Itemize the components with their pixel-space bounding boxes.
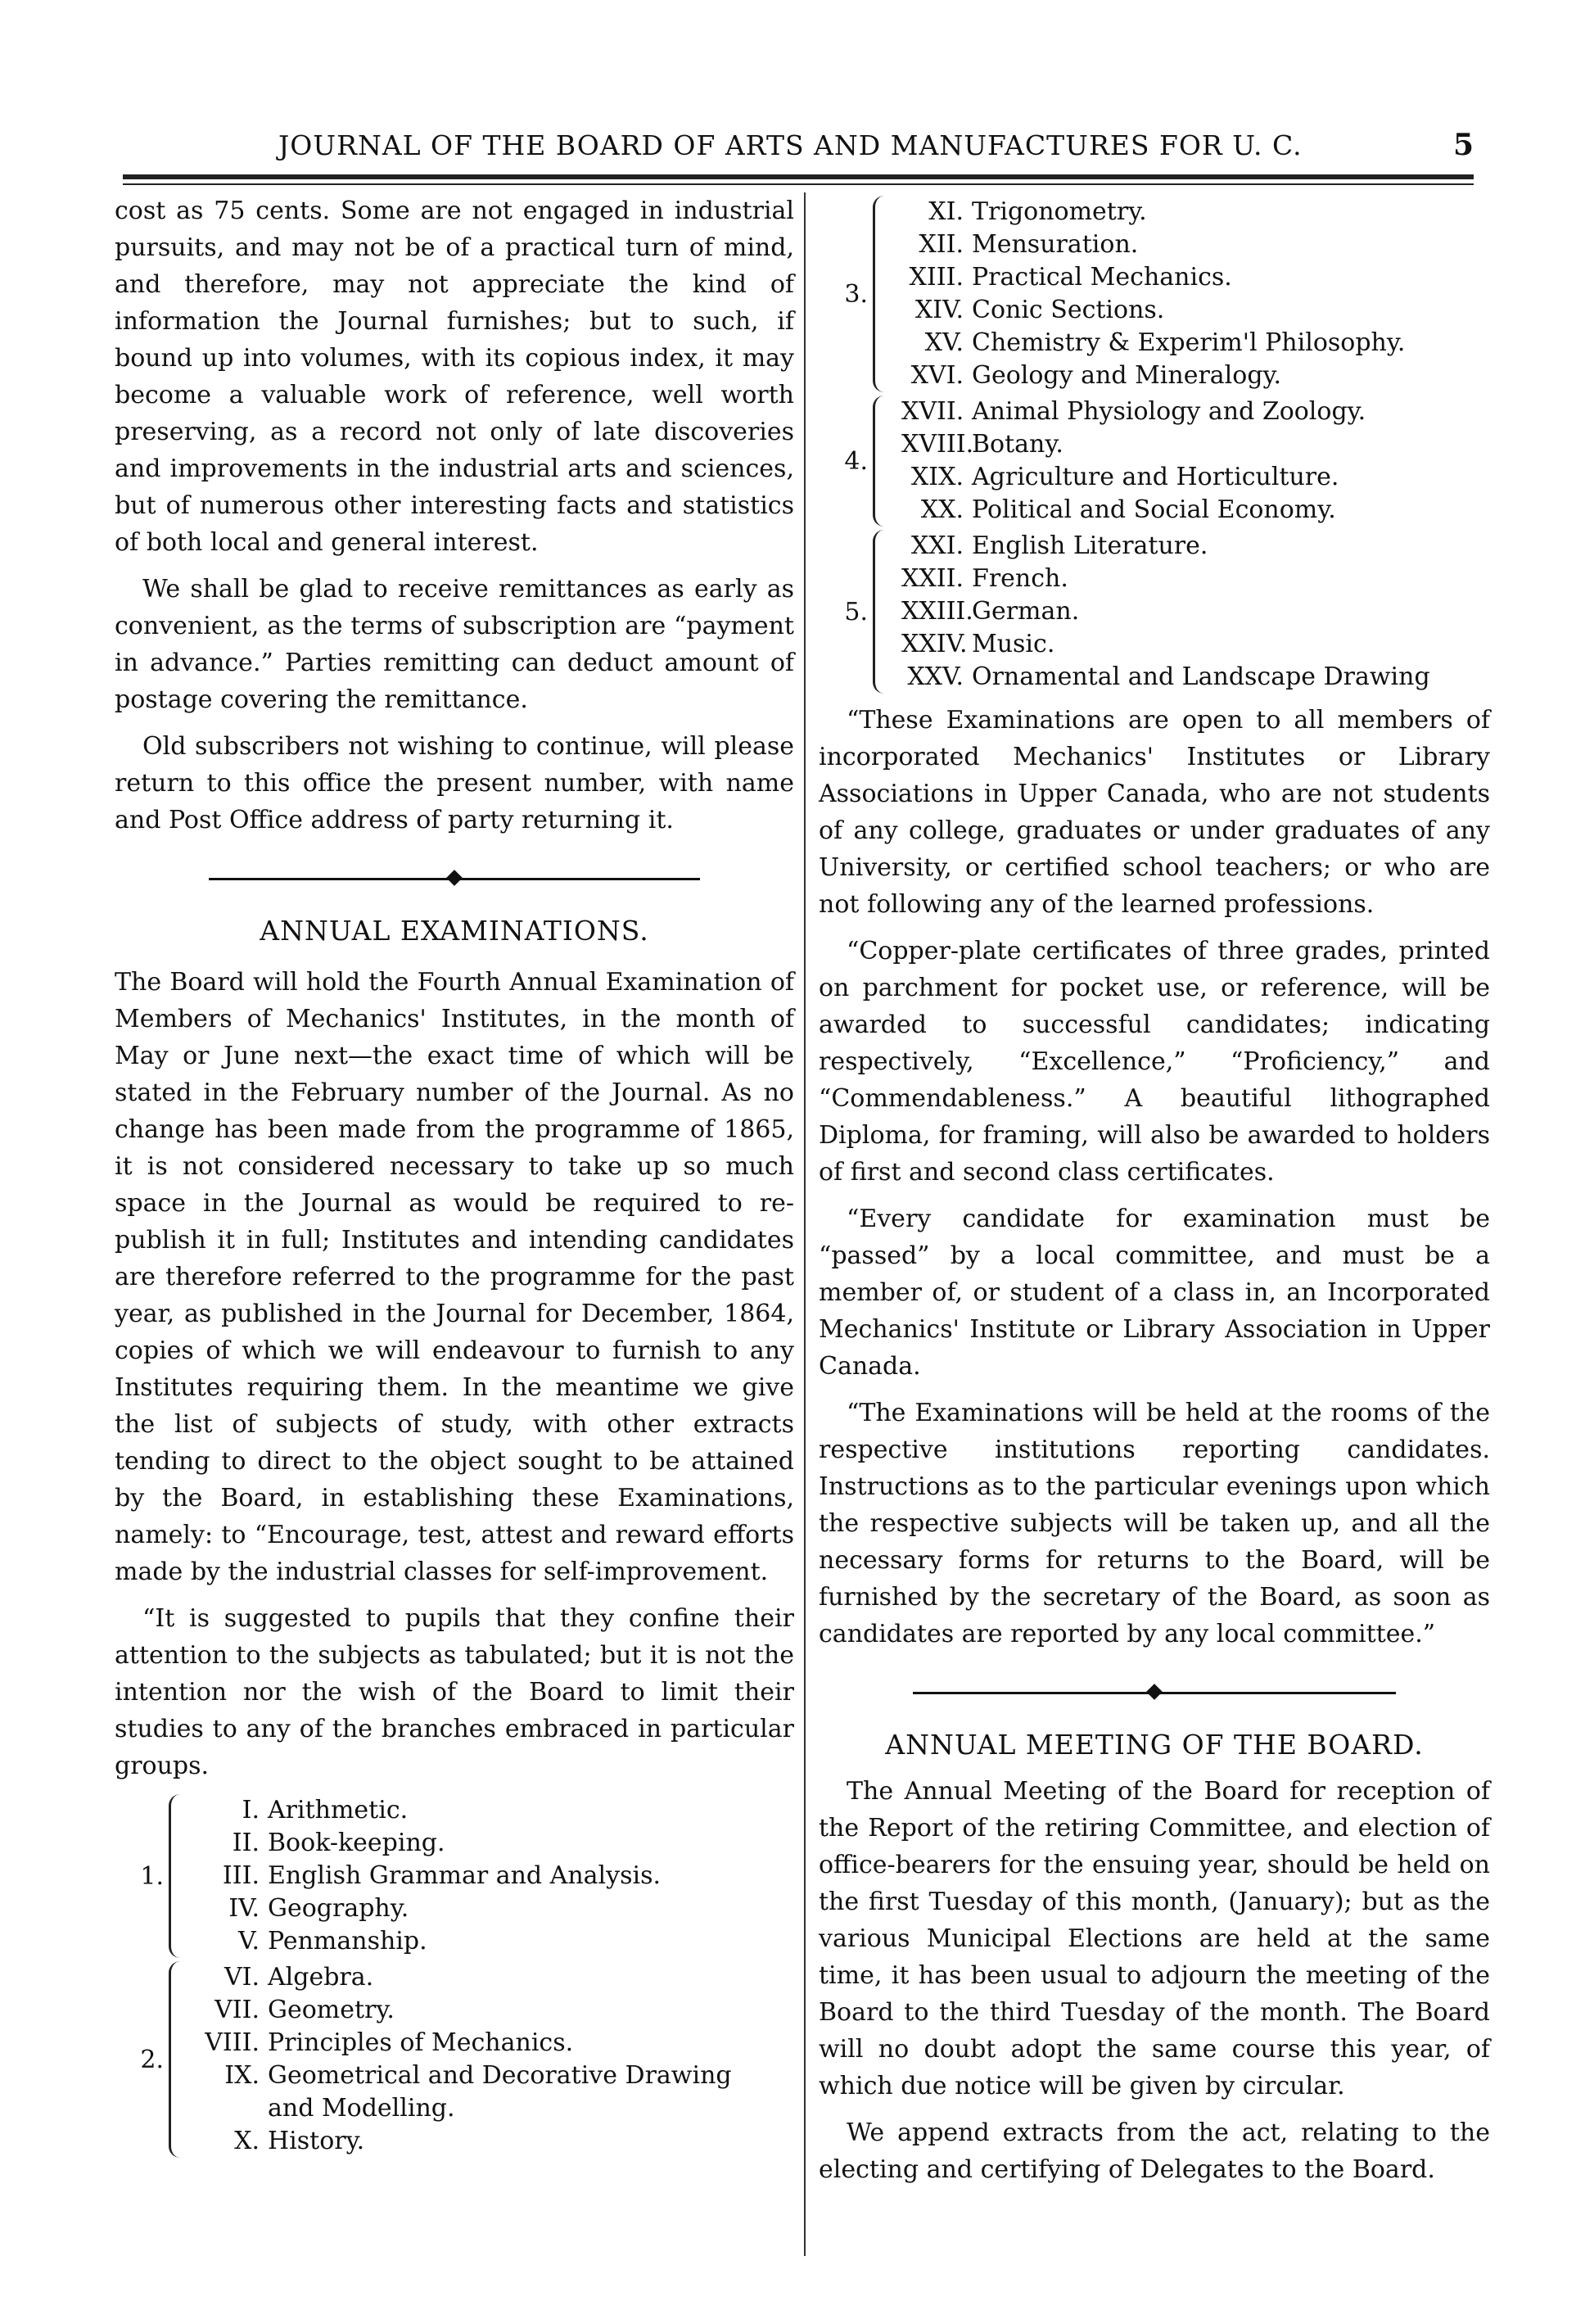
subject-name: Book-keeping. [268, 1829, 445, 1857]
subject-item [901, 261, 1490, 294]
header-rule [123, 174, 1474, 179]
group-brace [169, 1794, 186, 1958]
subject-item [901, 396, 1490, 428]
subject-name: and Modelling. [268, 2094, 455, 2123]
section-title-annual-examinations: ANNUAL EXAMINATIONS. [260, 915, 649, 947]
subject-numeral: X. [234, 2127, 260, 2155]
subject-numeral: IX. [224, 2061, 260, 2090]
subject-name: Practical Mechanics. [972, 263, 1232, 292]
subject-numeral: XVI. [910, 361, 964, 390]
subject-numeral: XXII. [901, 564, 964, 593]
subject-name: Geometry. [268, 1996, 395, 2024]
subject-item [197, 1892, 794, 1925]
subject-name: English Grammar and Analysis. [268, 1861, 661, 1890]
subject-groups [115, 1794, 794, 2158]
subject-numeral: XVIII. [901, 430, 974, 459]
paragraph: cost as 75 cents. Some are not engaged in industrial pursuits, and may not be of a practical turn of mind, and therefore, may not appreciate the kind of information the Journal furnishes; but to such, if bound up into volumes, with its copious index, it may become a valuable work of reference, well worth preserving, as a record not only of late discoveries and improvements in the industrial arts and sciences, but of numerous other interesting facts and statistics of both local and general interest. [115, 197, 794, 557]
subject-numeral: XI. [928, 197, 964, 226]
subject-item [197, 2059, 794, 2092]
subject-name: Agriculture and Horticulture. [972, 463, 1339, 491]
subject-list [901, 396, 1490, 527]
subject-name: Penmanship. [268, 1927, 427, 1956]
subject-name: History. [268, 2127, 365, 2155]
subject-name: Algebra. [268, 1963, 374, 1992]
subject-numeral: IV. [228, 1894, 260, 1923]
group-number: 4. [844, 446, 868, 476]
group-brace [873, 196, 890, 392]
subject-item [197, 1860, 794, 1892]
subject-name: Ornamental and Landscape Drawing [972, 662, 1430, 691]
subject-group [819, 196, 1490, 392]
subject-numeral: XII. [919, 230, 964, 259]
subject-item [901, 628, 1490, 661]
subject-numeral: XXIV. [901, 630, 968, 658]
subject-name: Chemistry & Experim'l Philosophy. [972, 328, 1406, 357]
paragraph: The Annual Meeting of the Board for reception of the Report of the retiring Committee, and election of office-bearers for the ensuing year, should be held on the first Tuesday of this month, (January); but as the various Municipal Elections are held at the same time, it has been usual to adjourn the meeting of the Board to the third Tuesday of the month. The Board will no doubt adopt the same course this year, of which due notice will be given by circular. [819, 1777, 1490, 2100]
group-number: 2. [140, 2045, 164, 2074]
subject-item [901, 327, 1490, 359]
subject-list [901, 530, 1490, 694]
subject-item [901, 294, 1490, 327]
subject-list [901, 196, 1490, 392]
subject-item [901, 428, 1490, 461]
paragraph: We append extracts from the act, relating to the electing and certifying of Delegates to the Board. [819, 2118, 1490, 2184]
subject-groups [819, 196, 1490, 694]
paragraph: The Board will hold the Fourth Annual Examination of Members of Mechanics' Institutes, in the month of May or June next—the exact time of which will be stated in the February number of the Journal. As no change has been made from the programme of 1865, it is not considered necessary to take up so much space in the Journal as would be required to re-publish it in full; Institutes and intending candidates are therefore referred to the programme for the past year, as published in the Journal for December, 1864, copies of which we will endeavour to furnish to any Institutes requiring them. In the meantime we give the list of subjects of study, with other extracts tending to direct to the object sought to be attained by the Board, in establishing these Examinations, namely: to “Encourage, test, attest and reward efforts made by the industrial classes for self-improvement. [115, 968, 794, 1586]
subject-numeral: XX. [920, 495, 964, 524]
subject-item [901, 595, 1490, 628]
subject-name: Political and Social Economy. [972, 495, 1336, 524]
subject-item [901, 359, 1490, 392]
subject-numeral: I. [242, 1796, 260, 1824]
subject-item [197, 2125, 794, 2158]
subject-name: Geometrical and Decorative Drawing [268, 2061, 732, 2090]
group-brace [169, 1961, 186, 2158]
paragraph: “These Examinations are open to all members of incorporated Mechanics' Institutes or Library Associations in Upper Canada, who are not students of any college, graduates or under graduates of any University, or certified school teachers; or who are not following any of the learned professions. [819, 706, 1490, 919]
subject-name: French. [972, 564, 1068, 593]
subject-item [197, 1994, 794, 2027]
subject-name: English Literature. [972, 531, 1208, 560]
subject-name: Arithmetic. [268, 1796, 409, 1824]
group-number: 3. [844, 279, 868, 309]
subject-group [819, 396, 1490, 527]
paragraph: “The Examinations will be held at the rooms of the respective institutions reporting candidates. Instructions as to the particular evenings upon which the respective subjects will be taken up, and all the necessary forms for returns to the Board, will be furnished by the secretary of the Board, as soon as candidates are reported by any local committee.” [819, 1399, 1490, 1648]
subject-item [197, 1925, 794, 1958]
group-brace [873, 530, 890, 694]
subject-item [901, 494, 1490, 527]
subject-numeral: XXI. [910, 531, 964, 560]
subject-numeral: XIX. [910, 463, 964, 491]
subject-item [901, 196, 1490, 228]
left-column [115, 192, 794, 2161]
column-divider [804, 192, 806, 2256]
subject-group [115, 1961, 794, 2158]
subject-name: Trigonometry. [972, 197, 1147, 226]
subject-numeral: XXV. [907, 662, 964, 691]
header-rule-thin [123, 183, 1474, 185]
subject-numeral: XXIII. [901, 597, 973, 626]
subject-name: Conic Sections. [972, 296, 1165, 324]
subject-name: Geology and Mineralogy. [972, 361, 1282, 390]
running-header [123, 123, 1474, 172]
subject-numeral: VI. [224, 1963, 260, 1992]
subject-list [197, 1794, 794, 1958]
subject-name: Music. [972, 630, 1055, 658]
subject-item [197, 1794, 794, 1827]
subject-numeral: II. [232, 1829, 260, 1857]
subject-item [901, 530, 1490, 563]
section-ornament [819, 1675, 1490, 1708]
paragraph: “Copper-plate certificates of three grades, printed on parchment for pocket use, or reference, will be awarded to successful candidates; indicating respectively, “Excellence,” “Proficiency,” and “Commendableness.” A beautiful lithographed Diploma, for framing, will also be awarded to holders of first and second class certificates. [819, 937, 1490, 1187]
journal-title: JOURNAL OF THE BOARD OF ARTS AND MANUFACTURES FOR U. C. [278, 129, 1303, 161]
subject-item [901, 563, 1490, 595]
paragraph: We shall be glad to receive remittances as early as convenient, as the terms of subscription are “payment in advance.” Parties remitting can deduct amount of postage covering the remittance. [115, 575, 794, 714]
right-column [819, 192, 1490, 2198]
subject-numeral [197, 2092, 268, 2125]
subject-numeral: XIV. [914, 296, 964, 324]
subject-item [197, 1827, 794, 1860]
subject-list [197, 1961, 794, 2158]
subject-group [819, 530, 1490, 694]
subject-item [901, 661, 1490, 694]
subject-name: Geography. [268, 1894, 409, 1923]
subject-numeral: XIII. [909, 263, 964, 292]
subject-item [197, 1961, 794, 1994]
group-number: 1. [140, 1861, 164, 1891]
paragraph: “Every candidate for examination must be “passed” by a local committee, and must be a member of, or student of a class in, an Incorporated Mechanics' Institute or Library Association in Upper Canada. [819, 1205, 1490, 1381]
subject-item [197, 2092, 794, 2125]
subject-item [901, 461, 1490, 494]
subject-item [197, 2027, 794, 2059]
subject-name: Mensuration. [972, 230, 1139, 259]
subject-name: Animal Physiology and Zoology. [972, 397, 1366, 426]
group-brace [873, 396, 890, 527]
subject-item [901, 228, 1490, 261]
subject-group [115, 1794, 794, 1958]
subject-numeral: V. [238, 1927, 260, 1956]
subject-numeral: VIII. [205, 2028, 260, 2057]
group-number: 5. [844, 597, 868, 626]
subject-numeral: XV. [924, 328, 964, 357]
subject-numeral: XVII. [901, 397, 964, 426]
section-title-annual-meeting: ANNUAL MEETING OF THE BOARD. [885, 1729, 1424, 1761]
subject-numeral: VII. [214, 1996, 260, 2024]
subject-numeral: III. [222, 1861, 260, 1890]
page-number: 5 [1452, 128, 1474, 162]
paragraph: “It is suggested to pupils that they confine their attention to the subjects as tabulated; but it is not the intention nor the wish of the Board to limit their studies to any of the branches embraced in particular groups. [115, 1604, 794, 1780]
subject-name: Principles of Mechanics. [268, 2028, 574, 2057]
paragraph: Old subscribers not wishing to continue, will please return to this office the present number, with name and Post Office address of party returning it. [115, 732, 794, 834]
section-ornament [115, 861, 794, 894]
subject-name: German. [972, 597, 1080, 626]
subject-name: Botany. [972, 430, 1063, 459]
